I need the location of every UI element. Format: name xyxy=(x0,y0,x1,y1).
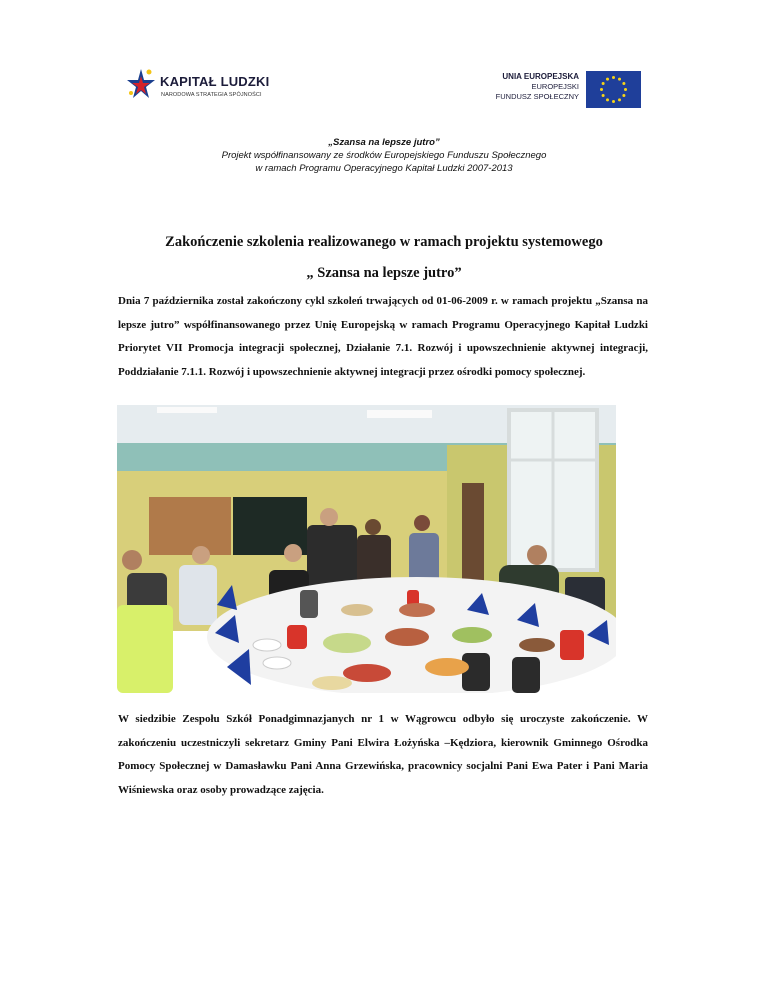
intro-paragraph: Dnia 7 października został zakończony cykl szkoleń trwających od 01-06-2009 r. w ramach projektu „Szansa na lepsze jutro” współfinansowanego przez Unię Europejską w ramach Programu Operacyjnego Kapitał Ludzki Priorytet VII Promocja integracji społecznej, Działanie 7.1. Rozwój i upowszechnienie aktywnej integracji, Poddziałanie 7.1.1. Rozwój i upowszechnienie aktywnej integracji przez ośrodki pomocy społecznej. xyxy=(118,295,648,378)
eu-star-icon xyxy=(606,78,609,81)
kl-star-icon xyxy=(127,69,155,98)
event-photo xyxy=(117,405,616,693)
eu-fund-label xyxy=(475,72,579,102)
eu-label-line2: EUROPEJSKI xyxy=(531,82,579,91)
eu-star-icon xyxy=(612,100,615,103)
eu-star-icon xyxy=(612,76,615,79)
project-header xyxy=(0,136,768,175)
eu-flag-icon xyxy=(586,71,641,108)
page-subtitle: „ Szansa na lepsze jutro” xyxy=(306,265,462,281)
eu-star-icon xyxy=(618,98,621,101)
eu-star-icon xyxy=(622,82,625,85)
eu-star-icon xyxy=(618,78,621,81)
eu-star-icon xyxy=(622,94,625,97)
eu-star-icon xyxy=(602,82,605,85)
eu-star-icon xyxy=(624,88,627,91)
kl-logo-title: KAPITAŁ LUDZKI xyxy=(160,74,270,89)
eu-label-line3: FUNDUSZ SPOŁECZNY xyxy=(495,92,579,101)
project-programme: w ramach Programu Operacyjnego Kapitał Ludzki 2007-2013 xyxy=(255,163,513,174)
kl-logo-subtitle: NARODOWA STRATEGIA SPÓJNOŚCI xyxy=(161,92,262,98)
event-description-paragraph: W siedzibie Zespołu Szkół Ponadgimnazjanych nr 1 w Wągrowcu odbyło się uroczyste zakończenie. W zakończeniu uczestniczyli sekretarz Gminy Pani Elwira Łożyńska –Kędziora, kierownik Gminnego Ośrodka Pomocy Społecznej w Damasławku Pani Anna Grzewińska, pracownicy socjalni Pani Ewa Pater i Pani Maria Wiśniewska oraz osoby prowadzące zajęcia. xyxy=(118,713,648,796)
eu-star-icon xyxy=(600,88,603,91)
eu-star-icon xyxy=(602,94,605,97)
eu-label-line1: UNIA EUROPEJSKA xyxy=(502,72,579,81)
project-name: „Szansa na lepsze jutro” xyxy=(328,137,440,148)
eu-star-icon xyxy=(606,98,609,101)
page-title: Zakończenie szkolenia realizowanego w ramach projektu systemowego xyxy=(165,234,603,250)
project-cofinance: Projekt współfinansowany ze środków Europejskiego Funduszu Społecznego xyxy=(221,150,547,161)
